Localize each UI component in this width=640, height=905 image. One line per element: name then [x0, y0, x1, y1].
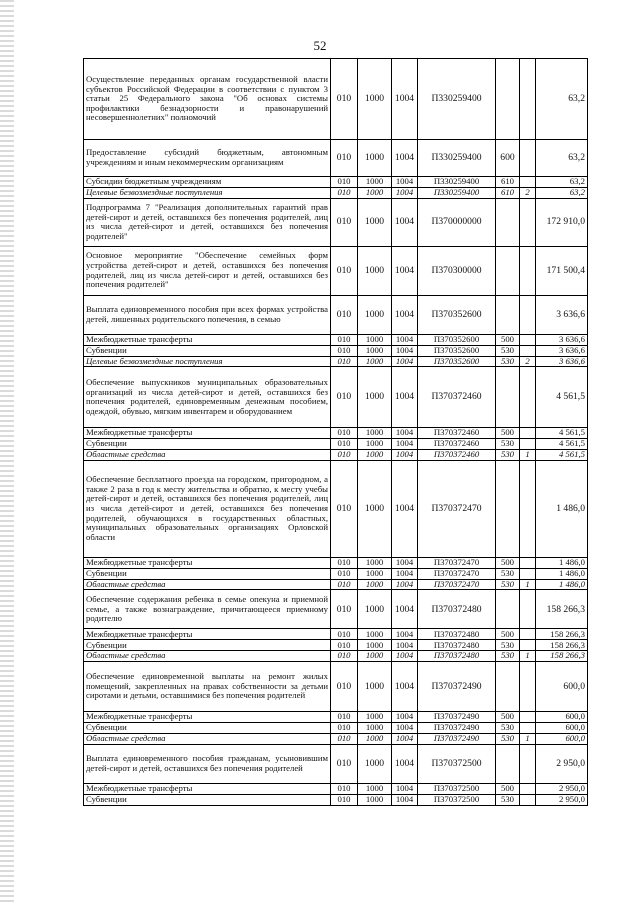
row-amount: 63,2 — [536, 188, 588, 199]
row-section-code: 1000 — [358, 334, 392, 345]
row-amount: 600,0 — [536, 661, 588, 711]
row-expense-type: 610 — [496, 177, 520, 188]
row-expense-type — [496, 661, 520, 711]
row-description: Основное мероприятие "Обеспечение семейных форм устройства детей-сирот и детей, оставшихся без попечения родителей, лиц из числа детей-сирот и детей, оставшихся без попечения родителей" — [84, 246, 331, 295]
row-ministry-code: 010 — [331, 783, 358, 794]
row-expense-type: 530 — [496, 733, 520, 744]
row-amount: 171 500,4 — [536, 246, 588, 295]
row-subsection-code: 1004 — [392, 733, 418, 744]
row-description: Областные средства — [84, 579, 331, 590]
row-funding-source: 2 — [520, 188, 536, 199]
row-target-code: П330259400 — [418, 188, 496, 199]
row-amount: 63,2 — [536, 140, 588, 177]
table-row — [84, 744, 588, 783]
table-row — [84, 579, 588, 590]
table-row — [84, 450, 588, 461]
row-target-code: П370372490 — [418, 661, 496, 711]
row-section-code: 1000 — [358, 198, 392, 246]
row-funding-source — [520, 557, 536, 568]
row-section-code: 1000 — [358, 188, 392, 199]
row-amount: 2 950,0 — [536, 794, 588, 805]
row-ministry-code: 010 — [331, 188, 358, 199]
row-target-code: П370372460 — [418, 367, 496, 428]
row-funding-source: 2 — [520, 356, 536, 367]
row-amount: 1 486,0 — [536, 460, 588, 557]
row-amount: 63,2 — [536, 59, 588, 140]
table-row — [84, 177, 588, 188]
row-expense-type: 500 — [496, 783, 520, 794]
row-target-code: П370352600 — [418, 345, 496, 356]
row-amount: 1 486,0 — [536, 557, 588, 568]
row-target-code: П370372480 — [418, 590, 496, 629]
row-section-code: 1000 — [358, 651, 392, 662]
row-funding-source — [520, 661, 536, 711]
row-target-code: П370372500 — [418, 783, 496, 794]
row-funding-source — [520, 295, 536, 334]
row-funding-source: 1 — [520, 651, 536, 662]
row-ministry-code: 010 — [331, 733, 358, 744]
row-ministry-code: 010 — [331, 744, 358, 783]
row-amount: 2 950,0 — [536, 783, 588, 794]
row-target-code: П370352600 — [418, 295, 496, 334]
row-expense-type: 500 — [496, 334, 520, 345]
row-description: Межбюджетные трансферты — [84, 711, 331, 722]
row-ministry-code: 010 — [331, 367, 358, 428]
row-expense-type — [496, 59, 520, 140]
row-description: Выплата единовременного пособия при всех формах устройства детей, лишенных родительского попечения, в семью — [84, 295, 331, 334]
row-funding-source: 1 — [520, 579, 536, 590]
row-subsection-code: 1004 — [392, 629, 418, 640]
table-row — [84, 557, 588, 568]
row-amount: 3 636,6 — [536, 345, 588, 356]
row-amount: 158 266,3 — [536, 651, 588, 662]
row-section-code: 1000 — [358, 783, 392, 794]
table-row — [84, 651, 588, 662]
row-section-code: 1000 — [358, 661, 392, 711]
row-section-code: 1000 — [358, 590, 392, 629]
row-section-code: 1000 — [358, 568, 392, 579]
row-ministry-code: 010 — [331, 711, 358, 722]
row-section-code: 1000 — [358, 640, 392, 651]
row-funding-source — [520, 640, 536, 651]
row-subsection-code: 1004 — [392, 246, 418, 295]
table-row — [84, 711, 588, 722]
table-row — [84, 722, 588, 733]
row-ministry-code: 010 — [331, 794, 358, 805]
row-subsection-code: 1004 — [392, 140, 418, 177]
row-amount: 3 636,6 — [536, 295, 588, 334]
table-row — [84, 59, 588, 140]
row-description: Субвенции — [84, 722, 331, 733]
row-amount: 1 486,0 — [536, 568, 588, 579]
row-description: Субвенции — [84, 345, 331, 356]
row-expense-type: 530 — [496, 568, 520, 579]
row-ministry-code: 010 — [331, 640, 358, 651]
row-subsection-code: 1004 — [392, 188, 418, 199]
row-section-code: 1000 — [358, 579, 392, 590]
table-row — [84, 794, 588, 805]
row-funding-source — [520, 711, 536, 722]
row-subsection-code: 1004 — [392, 345, 418, 356]
row-expense-type: 530 — [496, 579, 520, 590]
row-description: Субвенции — [84, 794, 331, 805]
row-section-code: 1000 — [358, 711, 392, 722]
row-expense-type: 500 — [496, 557, 520, 568]
row-target-code: П370372470 — [418, 579, 496, 590]
row-ministry-code: 010 — [331, 428, 358, 439]
row-ministry-code: 010 — [331, 59, 358, 140]
table-row — [84, 367, 588, 428]
row-subsection-code: 1004 — [392, 428, 418, 439]
row-amount: 158 266,3 — [536, 640, 588, 651]
row-description: Предоставление субсидий бюджетным, автономным учреждениям и иным некоммерческим организациям — [84, 140, 331, 177]
row-section-code: 1000 — [358, 246, 392, 295]
row-section-code: 1000 — [358, 557, 392, 568]
row-expense-type — [496, 460, 520, 557]
row-funding-source — [520, 334, 536, 345]
row-amount: 172 910,0 — [536, 198, 588, 246]
row-amount: 600,0 — [536, 711, 588, 722]
row-section-code: 1000 — [358, 428, 392, 439]
row-ministry-code: 010 — [331, 450, 358, 461]
row-subsection-code: 1004 — [392, 295, 418, 334]
row-description: Субвенции — [84, 439, 331, 450]
row-description: Целевые безвозмездные поступления — [84, 356, 331, 367]
row-description: Областные средства — [84, 651, 331, 662]
table-row — [84, 640, 588, 651]
row-funding-source — [520, 198, 536, 246]
row-expense-type: 530 — [496, 640, 520, 651]
row-description: Субсидии бюджетным учреждениям — [84, 177, 331, 188]
row-subsection-code: 1004 — [392, 568, 418, 579]
row-target-code: П370300000 — [418, 246, 496, 295]
row-ministry-code: 010 — [331, 661, 358, 711]
row-ministry-code: 010 — [331, 246, 358, 295]
row-subsection-code: 1004 — [392, 590, 418, 629]
table-row — [84, 345, 588, 356]
row-expense-type — [496, 367, 520, 428]
row-funding-source — [520, 428, 536, 439]
row-funding-source — [520, 345, 536, 356]
row-ministry-code: 010 — [331, 557, 358, 568]
row-description: Субвенции — [84, 640, 331, 651]
row-description: Межбюджетные трансферты — [84, 557, 331, 568]
row-expense-type: 500 — [496, 428, 520, 439]
row-ministry-code: 010 — [331, 345, 358, 356]
table-row — [84, 590, 588, 629]
page-number: 52 — [313, 38, 327, 53]
row-expense-type — [496, 590, 520, 629]
row-amount: 4 561,5 — [536, 450, 588, 461]
row-funding-source — [520, 140, 536, 177]
row-section-code: 1000 — [358, 59, 392, 140]
row-ministry-code: 010 — [331, 439, 358, 450]
row-target-code: П370372500 — [418, 744, 496, 783]
row-section-code: 1000 — [358, 140, 392, 177]
row-description: Межбюджетные трансферты — [84, 783, 331, 794]
budget-table — [83, 58, 588, 806]
row-description: Обеспечение содержания ребенка в семье опекуна и приемной семье, а также вознаграждение, причитающееся приемному родителю — [84, 590, 331, 629]
row-amount: 63,2 — [536, 177, 588, 188]
row-section-code: 1000 — [358, 295, 392, 334]
row-subsection-code: 1004 — [392, 334, 418, 345]
row-ministry-code: 010 — [331, 568, 358, 579]
row-funding-source: 1 — [520, 450, 536, 461]
row-target-code: П370372490 — [418, 711, 496, 722]
row-subsection-code: 1004 — [392, 198, 418, 246]
table-row — [84, 428, 588, 439]
row-description: Обеспечение выпускников муниципальных образовательных организаций из числа детей-сирот и детей, оставшихся без попечения родителей, единовременным денежным пособием, одеждой, обувью, мягким инвентарем и оборудованием — [84, 367, 331, 428]
row-target-code: П370372470 — [418, 460, 496, 557]
row-ministry-code: 010 — [331, 177, 358, 188]
row-funding-source — [520, 568, 536, 579]
row-amount: 4 561,5 — [536, 367, 588, 428]
table-row — [84, 661, 588, 711]
row-description: Осуществление переданных органам государственной власти субъектов Российской Федерации в соответствии с пунктом 3 статьи 25 Федерального закона "Об основах системы профилактики безнадзорности и правонарушений несовершеннолетних" полномочий — [84, 59, 331, 140]
row-amount: 3 636,6 — [536, 356, 588, 367]
row-subsection-code: 1004 — [392, 460, 418, 557]
table-row — [84, 568, 588, 579]
row-description: Выплата единовременного пособия гражданам, усыновившим детей-сирот и детей, оставшихся без попечения родителей — [84, 744, 331, 783]
row-ministry-code: 010 — [331, 198, 358, 246]
row-funding-source — [520, 460, 536, 557]
row-subsection-code: 1004 — [392, 579, 418, 590]
row-target-code: П330259400 — [418, 59, 496, 140]
row-target-code: П370372480 — [418, 640, 496, 651]
row-target-code: П370372460 — [418, 428, 496, 439]
row-subsection-code: 1004 — [392, 59, 418, 140]
row-funding-source — [520, 177, 536, 188]
row-description: Обеспечение единовременной выплаты на ремонт жилых помещений, закрепленных на правах собственности за детьми сиротами и детьми, оставшимися без попечения родителей — [84, 661, 331, 711]
row-expense-type: 530 — [496, 345, 520, 356]
row-target-code: П370372480 — [418, 651, 496, 662]
row-description: Областные средства — [84, 450, 331, 461]
row-section-code: 1000 — [358, 367, 392, 428]
row-target-code: П370352600 — [418, 356, 496, 367]
row-target-code: П370372470 — [418, 557, 496, 568]
row-funding-source — [520, 794, 536, 805]
row-section-code: 1000 — [358, 744, 392, 783]
row-section-code: 1000 — [358, 450, 392, 461]
row-target-code: П370372470 — [418, 568, 496, 579]
row-funding-source — [520, 744, 536, 783]
row-section-code: 1000 — [358, 794, 392, 805]
table-row — [84, 783, 588, 794]
row-expense-type: 530 — [496, 356, 520, 367]
table-row — [84, 188, 588, 199]
row-subsection-code: 1004 — [392, 640, 418, 651]
row-expense-type: 600 — [496, 140, 520, 177]
row-funding-source — [520, 367, 536, 428]
row-funding-source — [520, 629, 536, 640]
table-row — [84, 356, 588, 367]
row-section-code: 1000 — [358, 439, 392, 450]
row-target-code: П370352600 — [418, 334, 496, 345]
table-row — [84, 198, 588, 246]
row-expense-type: 530 — [496, 722, 520, 733]
row-description: Межбюджетные трансферты — [84, 629, 331, 640]
table-row — [84, 733, 588, 744]
row-target-code: П370372480 — [418, 629, 496, 640]
row-subsection-code: 1004 — [392, 794, 418, 805]
row-description: Обеспечение бесплатного проезда на городском, пригородном, а также 2 раза в год к месту жительства и обратно, к месту учебы детей-сирот и детей, оставшихся без попечения родителей, лиц из числа детей-сирот и детей, оставшихся без попечения родителей, обучающихся в государственных областных, муниципальных образовательных организациях Орловской области — [84, 460, 331, 557]
row-target-code: П370372460 — [418, 439, 496, 450]
row-subsection-code: 1004 — [392, 177, 418, 188]
row-funding-source — [520, 590, 536, 629]
row-section-code: 1000 — [358, 356, 392, 367]
row-amount: 1 486,0 — [536, 579, 588, 590]
row-expense-type — [496, 744, 520, 783]
row-subsection-code: 1004 — [392, 783, 418, 794]
row-expense-type: 500 — [496, 629, 520, 640]
row-amount: 600,0 — [536, 733, 588, 744]
row-ministry-code: 010 — [331, 722, 358, 733]
row-subsection-code: 1004 — [392, 439, 418, 450]
row-section-code: 1000 — [358, 733, 392, 744]
table-row — [84, 439, 588, 450]
row-ministry-code: 010 — [331, 140, 358, 177]
row-ministry-code: 010 — [331, 460, 358, 557]
row-expense-type: 530 — [496, 450, 520, 461]
row-ministry-code: 010 — [331, 629, 358, 640]
row-amount: 158 266,3 — [536, 590, 588, 629]
row-ministry-code: 010 — [331, 356, 358, 367]
row-section-code: 1000 — [358, 177, 392, 188]
row-subsection-code: 1004 — [392, 711, 418, 722]
row-ministry-code: 010 — [331, 334, 358, 345]
row-section-code: 1000 — [358, 629, 392, 640]
row-expense-type: 500 — [496, 711, 520, 722]
row-section-code: 1000 — [358, 460, 392, 557]
row-amount: 3 636,6 — [536, 334, 588, 345]
row-amount: 600,0 — [536, 722, 588, 733]
row-expense-type: 610 — [496, 188, 520, 199]
row-expense-type — [496, 295, 520, 334]
row-target-code: П370372490 — [418, 722, 496, 733]
row-ministry-code: 010 — [331, 651, 358, 662]
row-description: Межбюджетные трансферты — [84, 334, 331, 345]
row-expense-type — [496, 198, 520, 246]
row-description: Областные средства — [84, 733, 331, 744]
row-funding-source — [520, 783, 536, 794]
row-expense-type: 530 — [496, 439, 520, 450]
table-row — [84, 140, 588, 177]
row-target-code: П370372460 — [418, 450, 496, 461]
row-funding-source — [520, 246, 536, 295]
row-ministry-code: 010 — [331, 590, 358, 629]
row-description: Подпрограмма 7 "Реализация дополнительных гарантий прав детей-сирот и детей, оставшихся без попечения родителей, лиц из числа детей-сирот и детей, оставшихся без попечения родителей" — [84, 198, 331, 246]
row-expense-type: 530 — [496, 651, 520, 662]
row-expense-type — [496, 246, 520, 295]
table-row — [84, 629, 588, 640]
row-amount: 2 950,0 — [536, 744, 588, 783]
row-amount: 158 266,3 — [536, 629, 588, 640]
row-funding-source — [520, 59, 536, 140]
row-description: Межбюджетные трансферты — [84, 428, 331, 439]
row-subsection-code: 1004 — [392, 744, 418, 783]
row-target-code: П330259400 — [418, 140, 496, 177]
table-row — [84, 295, 588, 334]
row-subsection-code: 1004 — [392, 557, 418, 568]
row-section-code: 1000 — [358, 345, 392, 356]
table-row — [84, 460, 588, 557]
row-subsection-code: 1004 — [392, 450, 418, 461]
row-ministry-code: 010 — [331, 579, 358, 590]
binding-edge — [0, 0, 14, 905]
row-target-code: П370000000 — [418, 198, 496, 246]
row-target-code: П370372490 — [418, 733, 496, 744]
row-description: Целевые безвозмездные поступления — [84, 188, 331, 199]
table-row — [84, 246, 588, 295]
row-funding-source: 1 — [520, 733, 536, 744]
table-row — [84, 334, 588, 345]
row-subsection-code: 1004 — [392, 651, 418, 662]
row-subsection-code: 1004 — [392, 356, 418, 367]
row-funding-source — [520, 439, 536, 450]
row-target-code: П370372500 — [418, 794, 496, 805]
row-ministry-code: 010 — [331, 295, 358, 334]
row-funding-source — [520, 722, 536, 733]
row-amount: 4 561,5 — [536, 428, 588, 439]
row-section-code: 1000 — [358, 722, 392, 733]
row-target-code: П330259400 — [418, 177, 496, 188]
row-subsection-code: 1004 — [392, 367, 418, 428]
row-amount: 4 561,5 — [536, 439, 588, 450]
row-expense-type: 530 — [496, 794, 520, 805]
row-description: Субвенции — [84, 568, 331, 579]
row-subsection-code: 1004 — [392, 722, 418, 733]
row-subsection-code: 1004 — [392, 661, 418, 711]
